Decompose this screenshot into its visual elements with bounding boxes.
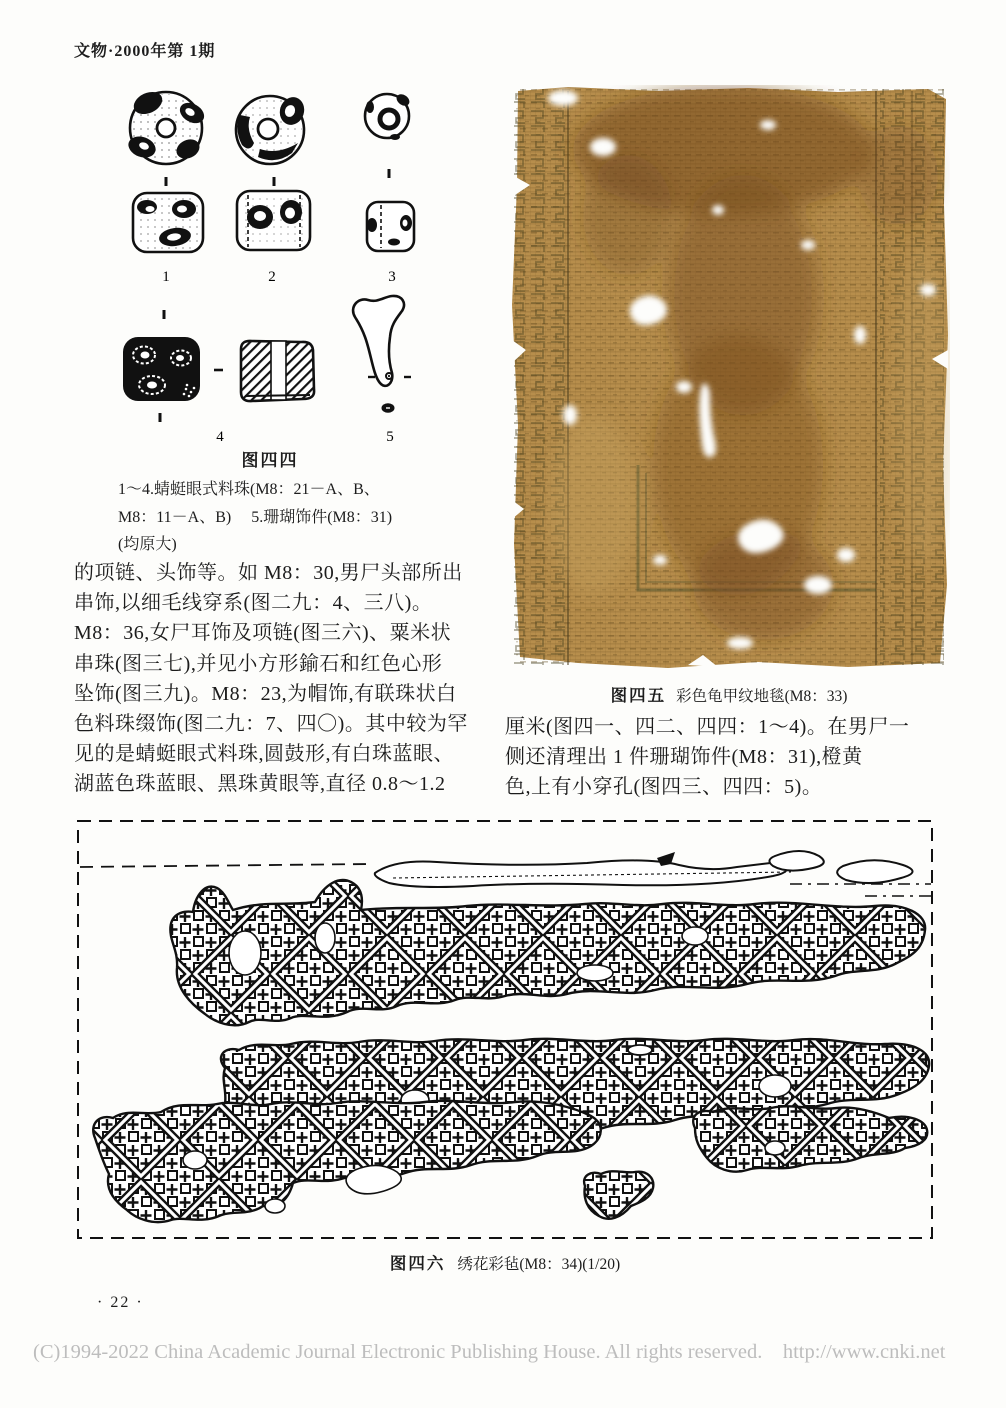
- figure46-caption: [75, 1250, 935, 1274]
- divider-ticks: [166, 169, 389, 186]
- figure46-felt-drawing: [75, 818, 935, 1243]
- figure44-caption-line: (均原大): [118, 536, 177, 553]
- bead4-black-view: [123, 310, 223, 422]
- figure46-label: 图四六: [389, 1254, 446, 1273]
- figure44-caption-line: 1～4.蜻蜓眼式料珠(M8：21－A、B、: [118, 481, 380, 498]
- coral-hook-ornament: [353, 296, 411, 413]
- bead3-top-view: [365, 92, 412, 140]
- layout-dashed-line-right: [790, 884, 931, 896]
- carpet-fragment: [512, 85, 950, 668]
- figure46-caption-text: 绣花彩毡(M8：34)(1/20): [457, 1256, 621, 1273]
- bead3-side-view: [367, 202, 414, 251]
- figure44-bead-drawings: [90, 85, 450, 445]
- body-line: 侧还清理出 1 件珊瑚饰件(M8：31),橙黄: [505, 746, 863, 769]
- figure45-carpet-photo: [508, 85, 950, 672]
- figure45-caption: [508, 682, 950, 706]
- hole: [765, 1141, 785, 1155]
- body-text-right-column: [505, 712, 950, 803]
- small-loose-fragment: [628, 1045, 652, 1055]
- figure44-caption-line: M8：11－A、B) 5.珊瑚饰件(M8：31): [118, 508, 393, 526]
- bead2-top-view: [236, 94, 308, 164]
- body-line: 色,上有小穿孔(图四三、四四：5)。: [505, 776, 823, 799]
- figure45-caption-text: 彩色龟甲纹地毯(M8：33): [676, 688, 848, 705]
- item-number-2: 2: [268, 269, 276, 285]
- item-number-4: 4: [216, 429, 224, 445]
- body-line: 湖蓝色珠蓝眼、黑珠黄眼等,直径 0.8～1.2: [74, 773, 446, 796]
- body-line: 串饰,以细毛线穿系(图二九：4、三八)。: [74, 592, 433, 615]
- running-header: 文物·2000年第 1期: [74, 43, 216, 60]
- item-number-3: 3: [388, 269, 396, 285]
- figure44-label: 图四四: [241, 451, 299, 470]
- body-line: 的项链、头饰等。如 M8：30,男尸头部所出: [74, 562, 463, 584]
- body-line: 串珠(图三七),并见小方形鍮石和红色心形: [74, 652, 443, 675]
- bead1-top-view: [125, 88, 207, 164]
- body-line: M8：36,女尸耳饰及项链(图三六)、粟米状: [74, 622, 452, 645]
- item-number-1: 1: [162, 269, 170, 285]
- item-number-5: 5: [386, 429, 394, 445]
- body-line: 厘米(图四一、四二、四四：1～4)。在男尸一: [505, 716, 910, 738]
- copyright-footer: (C)1994-2022 China Academic Journal Electronic Publishing House. All rights reserved. http://www.cnki.net: [33, 1341, 946, 1363]
- bead2-side-view: [237, 191, 310, 250]
- bead4-section-view: [241, 341, 314, 401]
- body-line: 色料珠缀饰(图二九：7、四〇)。其中较为罕: [74, 713, 468, 736]
- felt-plain-strips: [375, 851, 913, 887]
- layout-dashed-line-left: [80, 864, 370, 867]
- page-number: · 22 ·: [97, 1294, 144, 1311]
- figure44-caption: [118, 476, 468, 559]
- body-text-left-column: [74, 558, 488, 800]
- body-line: 见的是蜻蜓眼式料珠,圆鼓形,有白珠蓝眼、: [74, 743, 454, 766]
- figure45-label: 图四五: [610, 686, 667, 705]
- body-line: 坠饰(图三九)。M8：23,为帽饰,有联珠状白: [74, 682, 457, 705]
- bead1-side-view: [133, 193, 203, 252]
